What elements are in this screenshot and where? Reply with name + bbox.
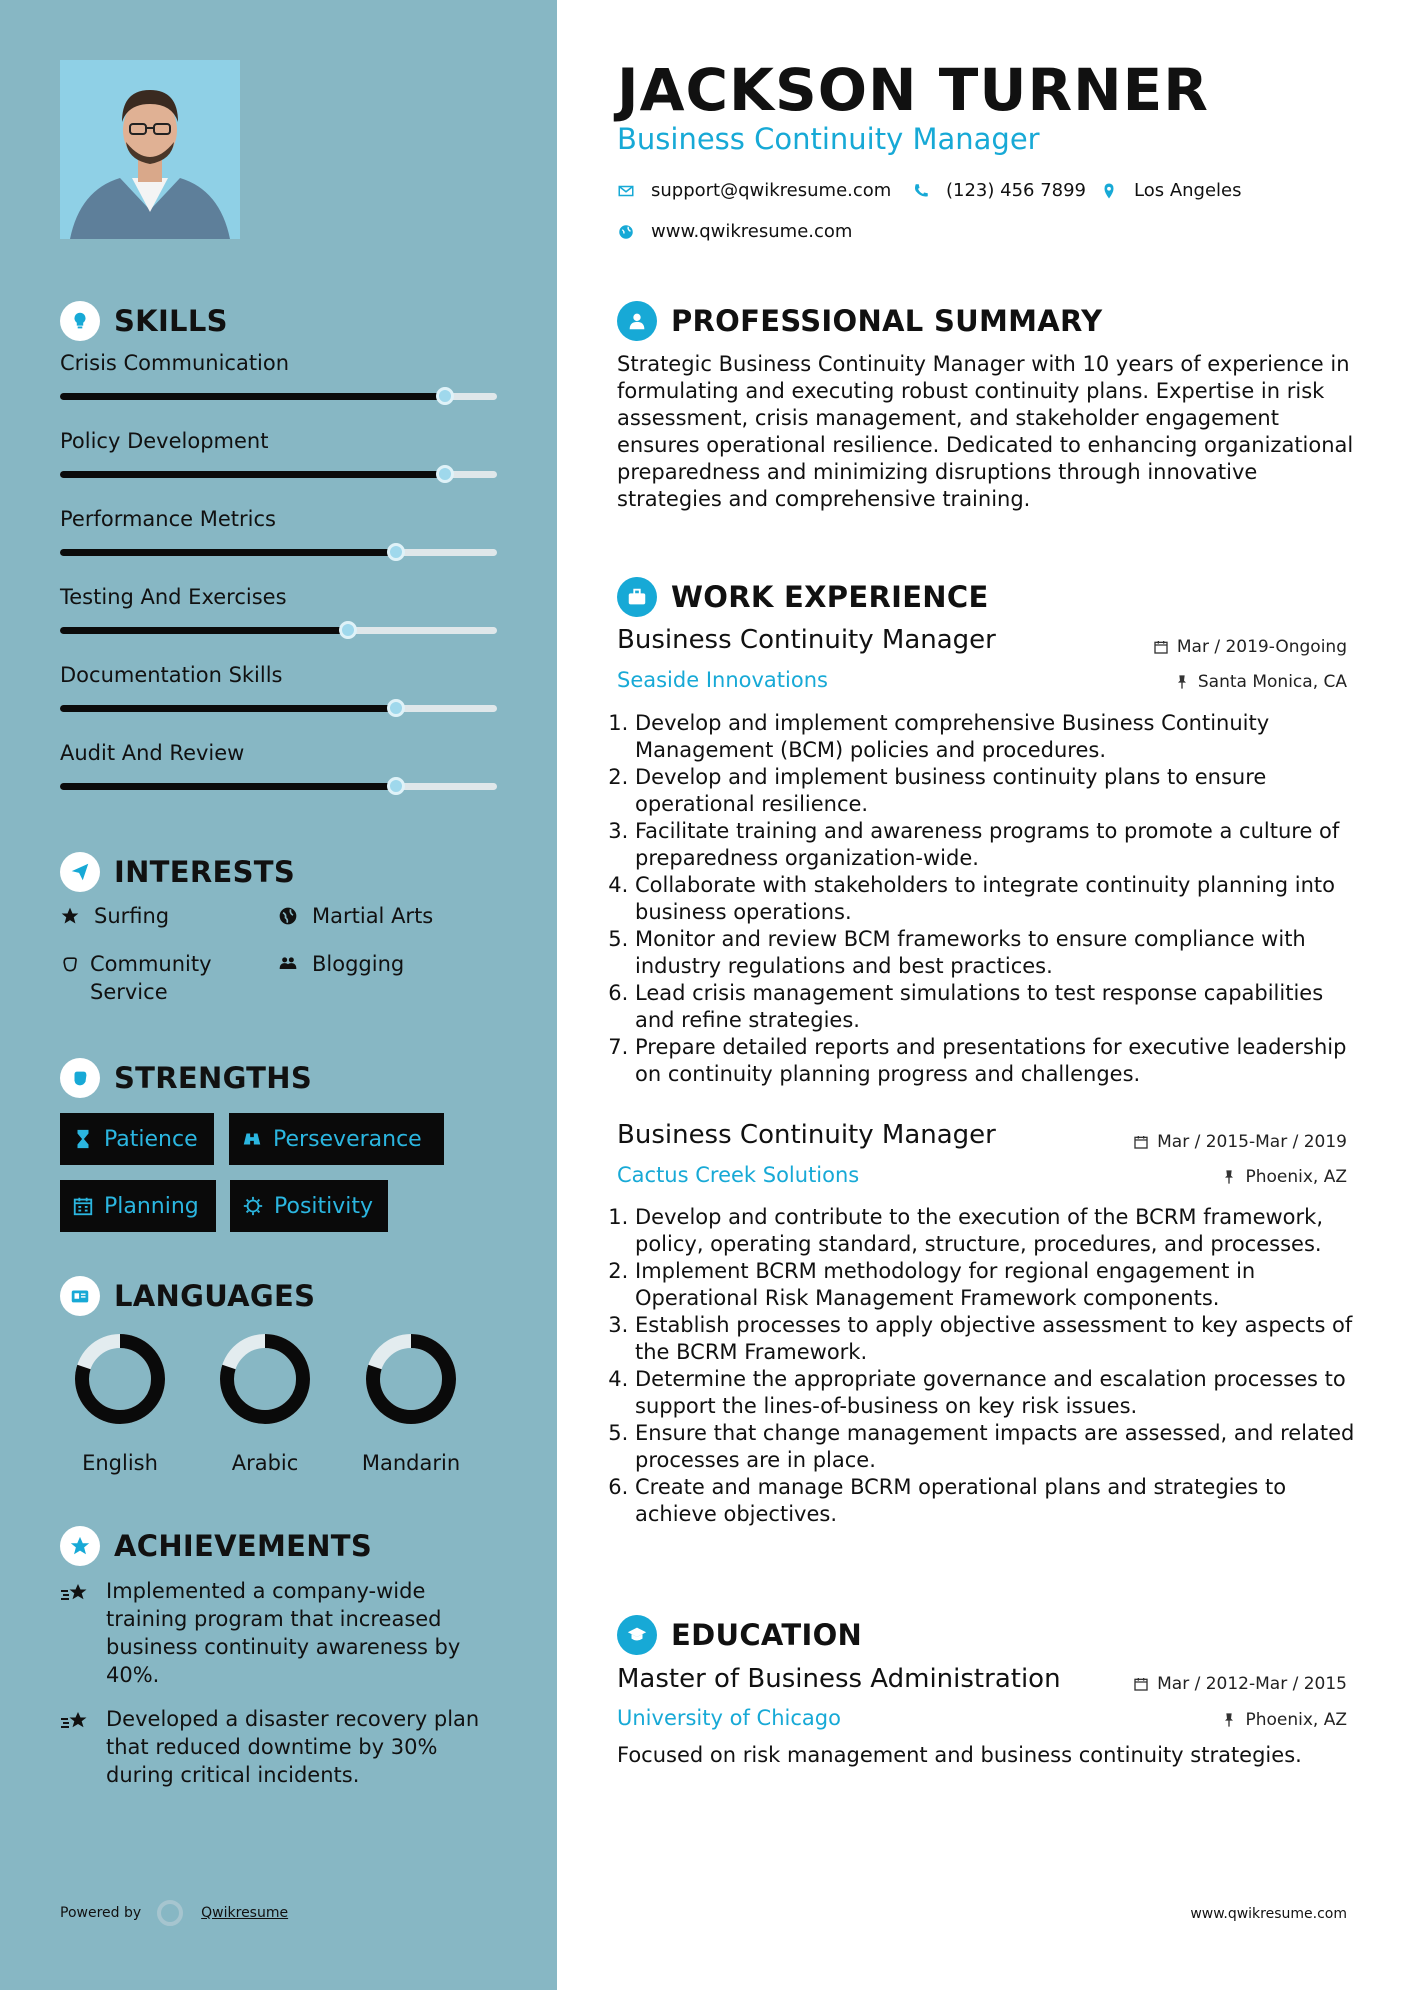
duty-item: 5. Monitor and review BCM frameworks to ensure compliance with industry regulations and best practices. (635, 926, 1357, 980)
phone-text: (123) 456 7899 (946, 180, 1087, 201)
interest-label: Surfing (94, 904, 170, 928)
job-dates (1133, 1132, 1347, 1152)
skill-bar (60, 627, 497, 634)
shooting-star-icon (60, 1705, 92, 1789)
strength-label: Perseverance (273, 1126, 422, 1152)
duty-item: 2. Implement BCRM methodology for regional engagement in Operational Risk Management Framework components. (635, 1258, 1357, 1312)
contact-website (617, 221, 852, 242)
education-heading (617, 1615, 862, 1655)
interest-label: Community Service (90, 952, 212, 1004)
languages-heading (60, 1276, 315, 1316)
achievements-heading (60, 1526, 372, 1566)
language-ring (217, 1331, 313, 1427)
degree-title: Master of Business Administration (617, 1664, 1061, 1694)
sun-icon (242, 1195, 264, 1217)
strength-label: Planning (104, 1193, 199, 1219)
calendar-icon (72, 1195, 94, 1217)
duty-item: 2. Develop and implement business continuity plans to ensure operational resilience. (635, 764, 1357, 818)
education-dates (1133, 1674, 1347, 1694)
skill-bar (60, 549, 497, 556)
skill-item (60, 429, 497, 453)
interests-title: INTERESTS (114, 855, 296, 889)
skill-item (60, 663, 497, 687)
duty-item: 7. Prepare detailed reports and presentations for executive leadership on continuity planning progress and challenges. (635, 1034, 1357, 1088)
job-dates-text: Mar / 2019-Ongoing (1176, 637, 1347, 657)
qwikresume-link[interactable]: Qwikresume (201, 1905, 289, 1921)
achievement-text: Implemented a company-wide training program that increased business continuity awareness by 40%. (106, 1579, 461, 1687)
job-title: Business Continuity Manager (617, 1120, 996, 1150)
achievement-item (60, 1705, 500, 1789)
graduation-cap-icon (617, 1615, 657, 1655)
duty-item: 4. Collaborate with stakeholders to integrate continuity planning into business operations. (635, 872, 1357, 926)
fist-icon (60, 1058, 100, 1098)
contact-phone (912, 180, 1086, 201)
email-text: support@qwikresume.com (651, 180, 892, 201)
profile-photo (60, 60, 240, 239)
star-icon (60, 902, 84, 930)
website-text: www.qwikresume.com (651, 221, 853, 242)
contact-email (617, 180, 891, 201)
experience-heading (617, 577, 989, 617)
skill-bar (60, 705, 497, 712)
powered-by (60, 1900, 288, 1926)
calendar-icon (1133, 1676, 1149, 1692)
summary-heading (617, 301, 1102, 341)
job-duties (617, 710, 1357, 1088)
skill-bar (60, 783, 497, 790)
interest-label: Blogging (312, 952, 405, 976)
achievement-text: Developed a disaster recovery plan that reduced downtime by 30% during critical incidents. (106, 1707, 480, 1787)
interests-heading (60, 852, 295, 892)
skill-label: Testing And Exercises (60, 585, 287, 609)
globe-icon (278, 902, 302, 930)
language-label: Arabic (231, 1451, 299, 1475)
job-dates-text: Mar / 2015-Mar / 2019 (1157, 1132, 1347, 1152)
avatar (60, 60, 240, 239)
job-title: Business Continuity Manager (617, 625, 996, 655)
duty-item: 6. Lead crisis management simulations to test response capabilities and refine strategies. (635, 980, 1357, 1034)
summary-text: Strategic Business Continuity Manager with 10 years of experience in formulating and executing robust continuity plans. Expertise in risk assessment, crisis management, and stakeholder engagement ensures operational resilience. Dedicated to enhancing organizational preparedness and minimizing disruptions through innovative strategies and comprehensive training. (617, 352, 1354, 511)
duty-item: 3. Establish processes to apply objective assessment to key aspects of the BCRM Framework. (635, 1312, 1357, 1366)
location-text: Los Angeles (1134, 180, 1242, 201)
user-icon (617, 301, 657, 341)
job-location (1174, 672, 1347, 692)
lightbulb-icon (60, 301, 100, 341)
achievement-item (60, 1577, 500, 1689)
achievements-title: ACHIEVEMENTS (114, 1529, 373, 1563)
job-location (1221, 1167, 1347, 1187)
skill-label: Policy Development (60, 429, 269, 453)
calendar-icon (1153, 639, 1169, 655)
sidebar (0, 0, 557, 1990)
qwikresume-logo-icon (157, 1900, 183, 1926)
map-pin-icon (1100, 182, 1118, 200)
language-item (195, 1331, 335, 1475)
pin-icon (1221, 1712, 1237, 1728)
interest-label: Martial Arts (312, 904, 434, 928)
strength-tag (60, 1113, 214, 1165)
pin-icon (1174, 674, 1190, 690)
skill-item (60, 741, 497, 765)
education-description: Focused on risk management and business continuity strategies. (617, 1743, 1302, 1767)
id-card-icon (60, 1276, 100, 1316)
candidate-role: Business Continuity Manager (617, 122, 1040, 156)
duty-item: 6. Create and manage BCRM operational plans and strategies to achieve objectives. (635, 1474, 1357, 1528)
briefcase-icon (617, 577, 657, 617)
skill-label: Documentation Skills (60, 663, 283, 687)
language-item (50, 1331, 190, 1475)
language-ring (363, 1331, 459, 1427)
job-location-text: Santa Monica, CA (1197, 672, 1347, 692)
binoculars-icon (241, 1128, 263, 1150)
experience-title: WORK EXPERIENCE (671, 580, 989, 614)
skills-title: SKILLS (114, 304, 228, 338)
duty-item: 5. Ensure that change management impacts are assessed, and related processes are in place. (635, 1420, 1357, 1474)
skill-item (60, 351, 497, 375)
duty-item: 4. Determine the appropriate governance and escalation processes to support the lines-of-business on key risk issues. (635, 1366, 1357, 1420)
job-dates (1153, 637, 1347, 657)
footer-site: www.qwikresume.com (1190, 1906, 1347, 1922)
summary-title: PROFESSIONAL SUMMARY (671, 304, 1103, 338)
education-location (1221, 1710, 1347, 1730)
contact-location (1100, 180, 1242, 201)
language-ring (72, 1331, 168, 1427)
duty-item: 3. Facilitate training and awareness programs to promote a culture of preparedness organization-wide. (635, 818, 1357, 872)
shooting-star-icon (60, 1577, 92, 1689)
calendar-icon (1133, 1134, 1149, 1150)
skill-item (60, 507, 497, 531)
strengths-heading (60, 1058, 312, 1098)
company-name: Seaside Innovations (617, 668, 828, 692)
interest-item (60, 950, 260, 1006)
skills-heading (60, 301, 228, 341)
skill-bar (60, 393, 497, 400)
skill-label: Audit And Review (60, 741, 245, 765)
envelope-icon (617, 182, 635, 200)
skill-label: Performance Metrics (60, 507, 276, 531)
skill-item (60, 585, 497, 609)
pin-icon (1221, 1169, 1237, 1185)
education-location-text: Phoenix, AZ (1245, 1710, 1347, 1730)
strength-tag (60, 1180, 216, 1232)
hourglass-icon (72, 1128, 94, 1150)
candidate-name: JACKSON TURNER (617, 56, 1209, 124)
interest-item (278, 950, 404, 978)
interest-item (278, 902, 433, 930)
interest-item (60, 902, 169, 930)
duty-item: 1. Develop and implement comprehensive Business Continuity Management (BCM) policies and procedures. (635, 710, 1357, 764)
strength-label: Positivity (274, 1193, 374, 1219)
language-label: Mandarin (361, 1451, 461, 1475)
powered-by-label: Powered by (60, 1905, 142, 1921)
job-duties (617, 1204, 1357, 1528)
duty-item: 1. Develop and contribute to the execution of the BCRM framework, policy, operating standard, structure, procedures, and processes. (635, 1204, 1357, 1258)
job-location-text: Phoenix, AZ (1245, 1167, 1347, 1187)
language-label: English (82, 1451, 158, 1475)
phone-icon (912, 182, 930, 200)
strength-label: Patience (104, 1126, 198, 1152)
skill-label: Crisis Communication (60, 351, 290, 375)
paper-plane-icon (60, 852, 100, 892)
globe-icon (617, 223, 635, 241)
strength-tag (230, 1180, 388, 1232)
hand-icon (60, 950, 80, 978)
language-item (341, 1331, 481, 1475)
education-dates-text: Mar / 2012-Mar / 2015 (1157, 1674, 1347, 1694)
school-name: University of Chicago (617, 1706, 841, 1730)
star-badge-icon (60, 1526, 100, 1566)
languages-title: LANGUAGES (114, 1279, 316, 1313)
company-name: Cactus Creek Solutions (617, 1163, 860, 1187)
strength-tag (229, 1113, 444, 1165)
users-icon (278, 950, 302, 978)
skill-bar (60, 471, 497, 478)
strengths-title: STRENGTHS (114, 1061, 313, 1095)
education-title: EDUCATION (671, 1618, 863, 1652)
